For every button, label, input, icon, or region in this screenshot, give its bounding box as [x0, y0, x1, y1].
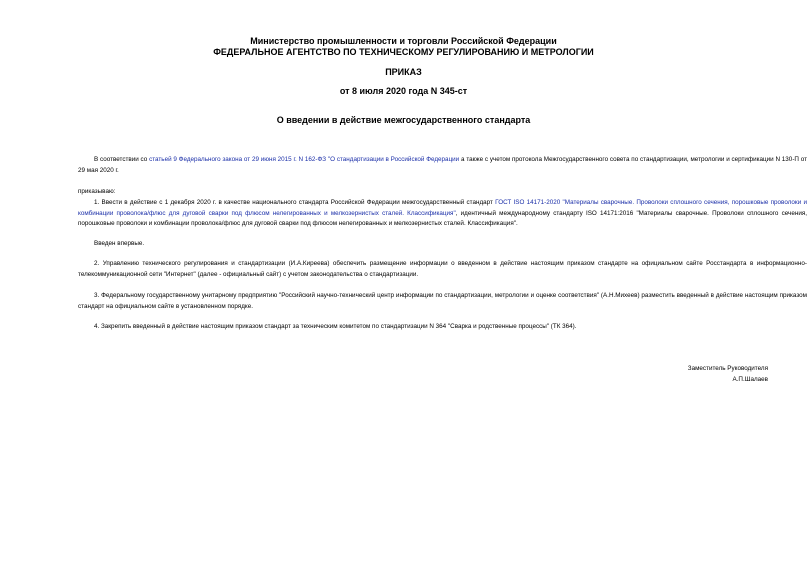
signature-position: Заместитель Руководителя	[687, 365, 768, 372]
agency-title: ФЕДЕРАЛЬНОЕ АГЕНТСТВО ПО ТЕХНИЧЕСКОМУ РЕГУЛИРОВАНИЮ И МЕТРОЛОГИИ	[213, 47, 594, 57]
preamble-text-2: а также с учетом протокола Межгосударственного совета по стандартизации, метрологии и сертификации N 130-П от 29 мая 2020 г.	[78, 156, 807, 174]
ministry-title: Министерство промышленности и торговли Российской Федерации	[250, 36, 557, 46]
item-1-paragraph	[78, 198, 807, 230]
standard-link[interactable]: ГОСТ ISO 14171-2020 "Материалы сварочные. Проволоки сплошного сечения, порошковые проволоки и комбинации проволока/флюс для дуговой сварки под флюсом нелегированных и мелкозернистых сталей. Классификация"	[78, 199, 807, 217]
item-4-paragraph: 4. Закрепить введенный в действие настоящим приказом стандарт за техническим комитетом по стандартизации N 364 "Сварка и родственные процессы" (ТК 364).	[94, 323, 577, 330]
item-3-paragraph: 3. Федеральному государственному унитарному предприятию "Российский научно-технический центр информации по стандартизации, метрологии и оценке соответствия" (А.Н.Михеев) разместить введенный в действие настоящим приказом стандарт на официальном сайте в установленном порядке.	[78, 292, 807, 310]
order-subject: О введении в действие межгосударственного стандарта	[276, 115, 531, 125]
date-number: от 8 июля 2020 года N 345-ст	[339, 86, 468, 96]
order-word: приказываю:	[78, 188, 116, 195]
signature-name: А.П.Шалаев	[732, 376, 768, 383]
item-2-paragraph: 2. Управлению технического регулирования и стандартизации (И.А.Киреева) обеспечить размещение информации о введенном в действие настоящим приказом стандарте на официальном сайте Росстандарта в информационно-телекоммуникационной сети "Интернет" (далее - официальный сайт) с учетом законодательства о стандартизации.	[78, 260, 807, 278]
preamble-paragraph	[78, 155, 807, 176]
item-1-text-1: 1. Ввести в действие с 1 декабря 2020 г. в качестве национального стандарта Российской Федерации межгосударственный стандарт	[94, 199, 496, 206]
law-link[interactable]: статьей 9 Федерального закона от 29 июня 2015 г. N 162-ФЗ "О стандартизации в Российской Федерации	[149, 156, 460, 163]
introduced-note: Введен впервые.	[94, 240, 145, 247]
preamble-text-1: В соответствии со	[94, 156, 150, 163]
doc-type: ПРИКАЗ	[385, 67, 422, 77]
item-1-text-2: , идентичный международному стандарту ISO 14171:2016 "Материалы сварочные. Проволоки сплошного сечения, порошковые проволоки и комбинации проволока/флюс для дуговой сварки под флюсом нелегированных и мелкозернистых сталей. Классификация".	[78, 209, 807, 227]
